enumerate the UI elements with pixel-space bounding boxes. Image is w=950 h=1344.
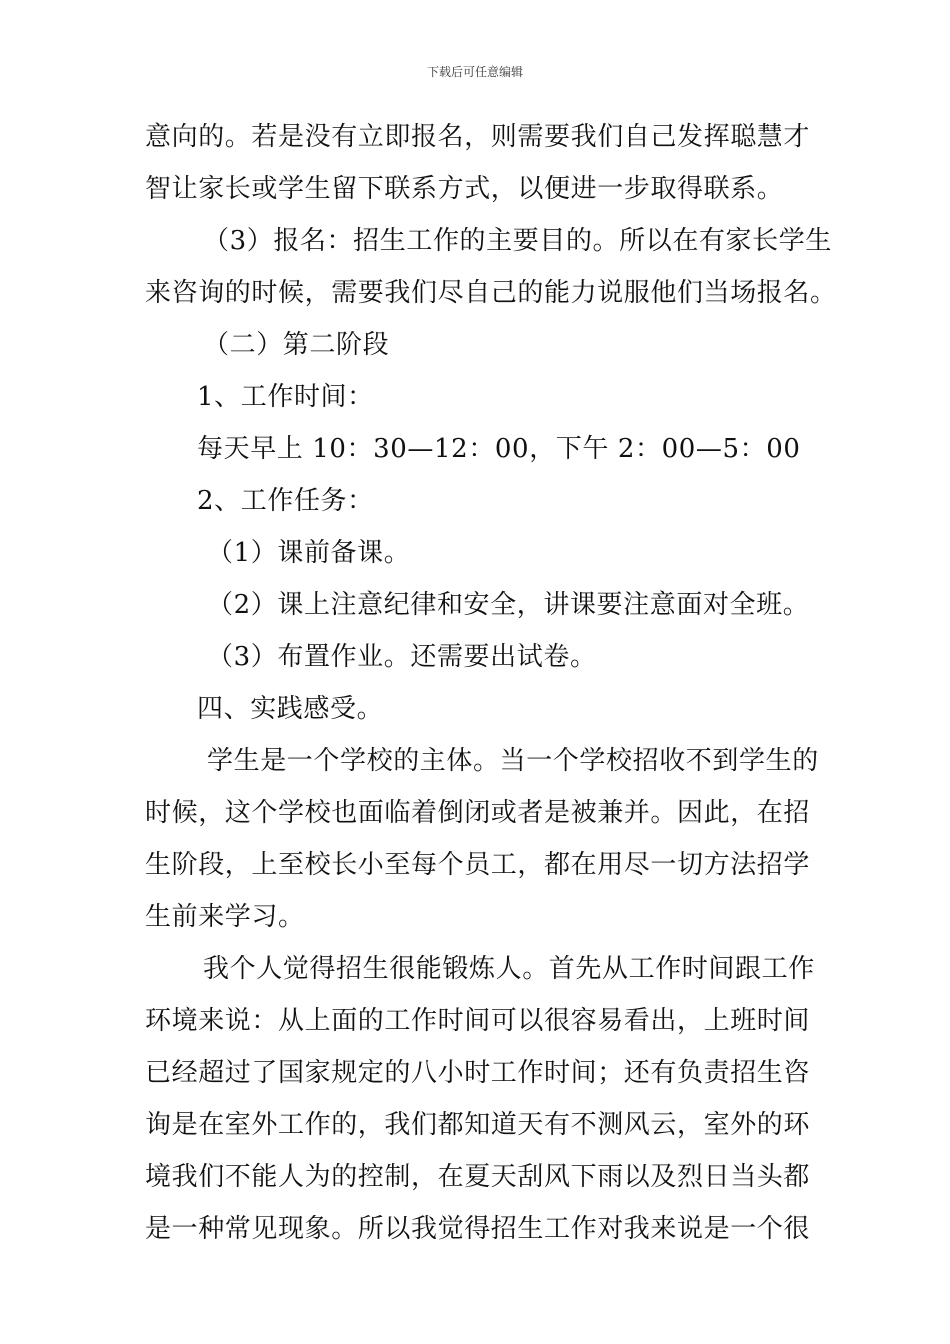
list-item: （1）课前备课。 (207, 538, 411, 568)
text-line: 已经超过了国家规定的八小时工作时间；还有负责招生咨 (145, 1058, 811, 1088)
list-item: （2）课上注意纪律和安全，讲课要注意面对全班。 (207, 590, 810, 620)
text-line: （3）报名：招生工作的主要目的。所以在有家长学生 (203, 226, 832, 256)
section-heading: （二）第二阶段 (203, 330, 390, 360)
section-heading: 四、实践感受。 (197, 694, 384, 724)
text-line: 来咨询的时候，需要我们尽自己的能力说服他们当场报名。 (145, 278, 837, 308)
text-line: 生阶段，上至校长小至每个员工，都在用尽一切方法招学 (145, 850, 811, 880)
text-line: 学生是一个学校的主体。当一个学校招收不到学生的 (207, 746, 819, 776)
subsection-heading: 2、工作任务： (197, 486, 374, 516)
text-line: 环境来说：从上面的工作时间可以很容易看出，上班时间 (145, 1006, 811, 1036)
text-line: 时候，这个学校也面临着倒闭或者是被兼并。因此，在招 (145, 798, 811, 828)
text-line: 意向的。若是没有立即报名，则需要我们自己发挥聪慧才 (145, 122, 811, 152)
page-header: 下载后可任意编辑 (426, 65, 523, 79)
subsection-heading: 1、工作时间： (197, 382, 374, 412)
text-line: 是一种常见现象。所以我觉得招生工作对我来说是一个很 (145, 1214, 811, 1244)
text-line: 我个人觉得招生很能锻炼人。首先从工作时间跟工作 (203, 954, 815, 984)
text-line: 智让家长或学生留下联系方式，以便进一步取得联系。 (145, 174, 784, 204)
text-line: 每天早上 10：30—12：00，下午 2：00—5：00 (197, 434, 801, 464)
text-line: 境我们不能人为的控制，在夏天刮风下雨以及烈日当头都 (145, 1162, 811, 1192)
document-body (145, 122, 837, 1268)
text-line: 询是在室外工作的，我们都知道天有不测风云，室外的环 (145, 1110, 811, 1140)
text-line: 生前来学习。 (145, 902, 305, 932)
list-item: （3）布置作业。还需要出试卷。 (207, 642, 597, 672)
